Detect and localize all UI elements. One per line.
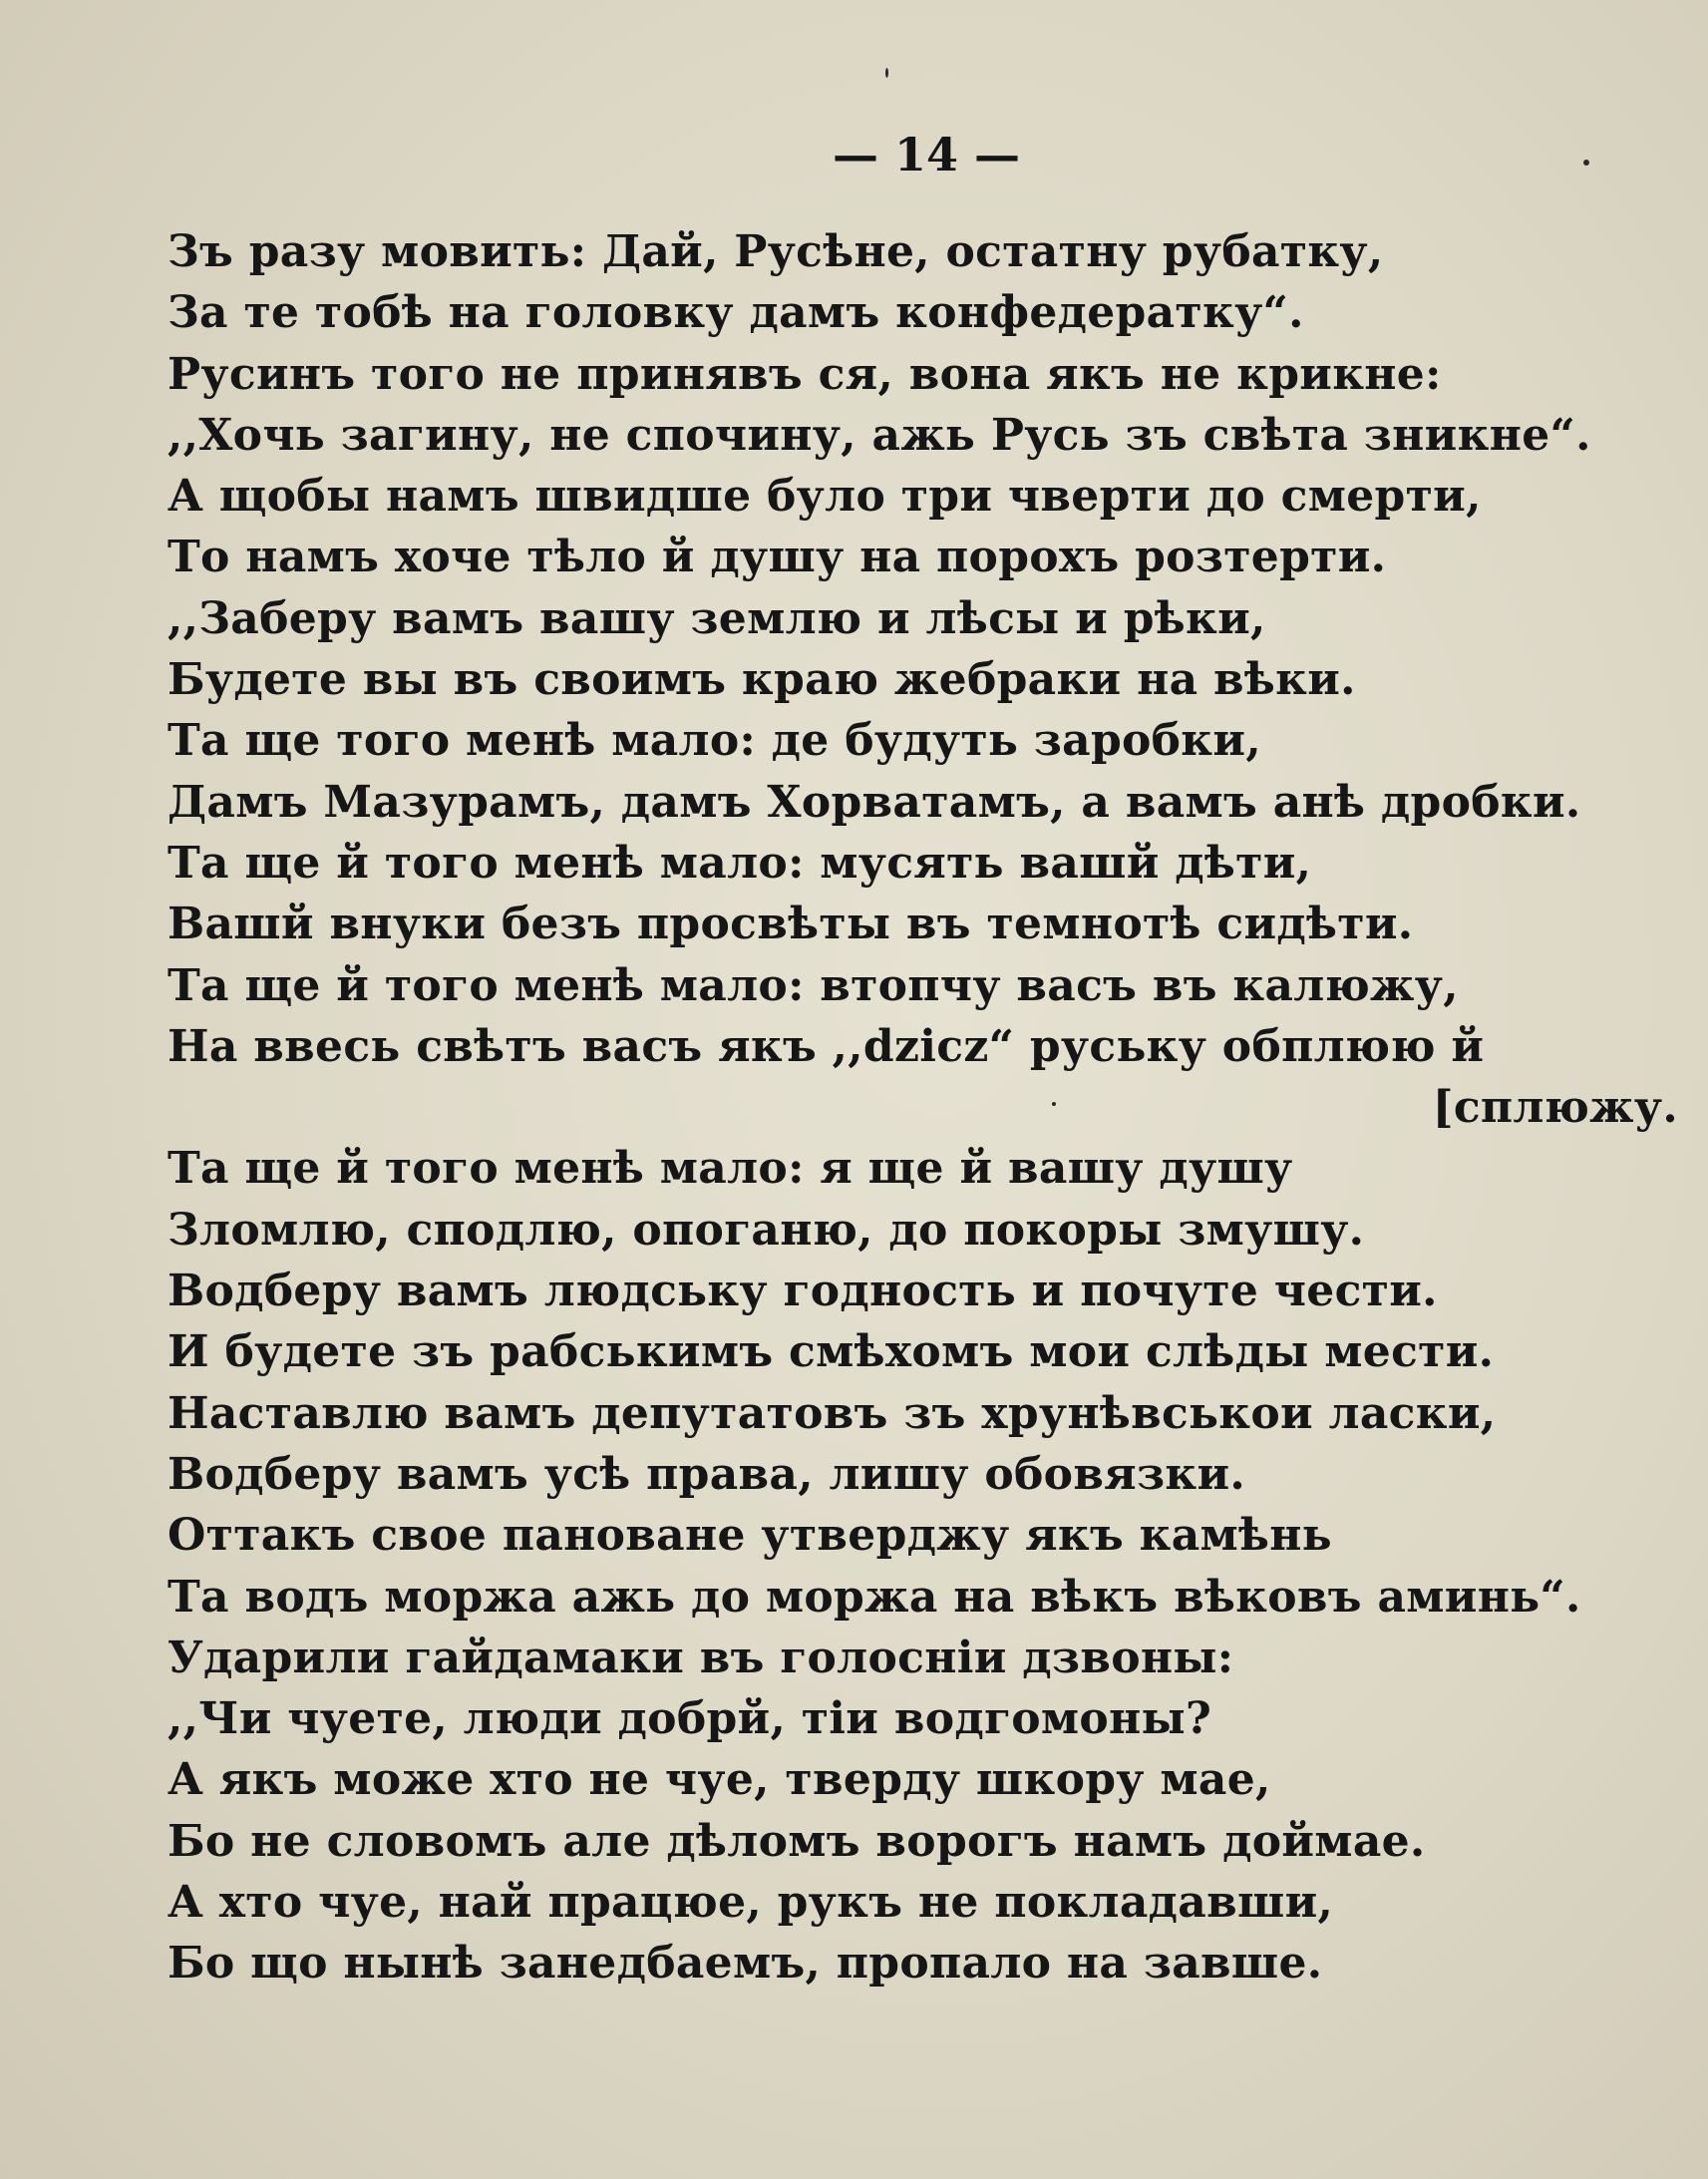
- poem-line: Наставлю вамъ депутатовъ зъ хрунѣвськои ласки,: [168, 1387, 1497, 1439]
- paper-speck: [1052, 1102, 1056, 1106]
- paper-speck: [1583, 160, 1589, 166]
- poem-line: ,,Хочь загину, не спочину, ажь Русь зъ свѣта зникне“.: [168, 409, 1591, 461]
- poem-line: И будете зъ рабськимъ смѣхомъ мои слѣды мести.: [168, 1326, 1495, 1378]
- poem-line: Водберу вамъ усѣ права, лишу обовязки.: [168, 1448, 1245, 1500]
- poem-line: Зломлю, сподлю, опоганю, до покоры змушу.: [168, 1204, 1365, 1256]
- poem-line: Бо не словомъ але дѣломъ ворогъ намъ доймае.: [168, 1815, 1426, 1867]
- poem-line-continuation: [сплюжу.: [1432, 1082, 1678, 1134]
- poem-line: Та ще й того менѣ мало: я ще й вашу душу: [168, 1143, 1293, 1195]
- poem-line: Оттакъ свое пановане утверджу якъ камѣнь: [168, 1510, 1332, 1562]
- poem-line: Та ще того менѣ мало: де будуть заробки,: [168, 715, 1261, 767]
- poem-line: ,,Заберу вамъ вашу землю и лѣсы и рѣки,: [168, 592, 1266, 644]
- poem-line: А щобы намъ швидше було три чверти до смерти,: [168, 471, 1482, 523]
- poem-line: Бо що нынѣ занедбаемъ, пропало на завше.: [168, 1938, 1323, 1990]
- poem-line: За те тобѣ на головку дамъ конфедератку“.: [168, 287, 1304, 339]
- poem-line: Та ще й того менѣ мало: втопчу васъ въ калюжу,: [168, 959, 1459, 1011]
- poem-line: Та ще й того менѣ мало: мусять вашй дѣти,: [168, 837, 1312, 889]
- poem-line: Водберу вамъ людську годность и почуте чести.: [168, 1266, 1438, 1317]
- poem-line: А хто чуе, най працюе, рукъ не покладавши,: [168, 1877, 1334, 1929]
- page-number: — 14 —: [832, 128, 1021, 182]
- poem-line: На ввесь свѣтъ васъ якъ ,,dzicz“ руську обплюю й: [168, 1020, 1485, 1072]
- poem-line: Ударили гайдамаки въ голосніи дзвоны:: [168, 1632, 1234, 1683]
- poem-line: Зъ разу мовить: Дай, Русѣне, остатну рубатку,: [168, 226, 1384, 277]
- poem-line: А якъ може хто не чуе, тверду шкору мае,: [168, 1754, 1271, 1806]
- poem-line: Вашй внуки безъ просвѣты въ темнотѣ сидѣти.: [168, 899, 1414, 950]
- poem-line: Дамъ Мазурамъ, дамъ Хорватамъ, а вамъ анѣ дробки.: [168, 776, 1581, 828]
- poem-line: То намъ хоче тѣло й душу на порохъ розтерти.: [168, 532, 1387, 583]
- paper-speck: [885, 68, 888, 78]
- poem-line: Русинъ того не принявъ ся, вона якъ не крикне:: [168, 348, 1442, 400]
- poem-text: [168, 221, 1678, 1995]
- poem-line: Та водъ моржа ажь до моржа на вѣкъ вѣковъ аминь“.: [168, 1571, 1581, 1623]
- poem-line: Будете вы въ своимъ краю жебраки на вѣки.: [168, 654, 1356, 706]
- poem-line: ,,Чи чуете, люди добрй, тіи водгомоны?: [168, 1693, 1212, 1745]
